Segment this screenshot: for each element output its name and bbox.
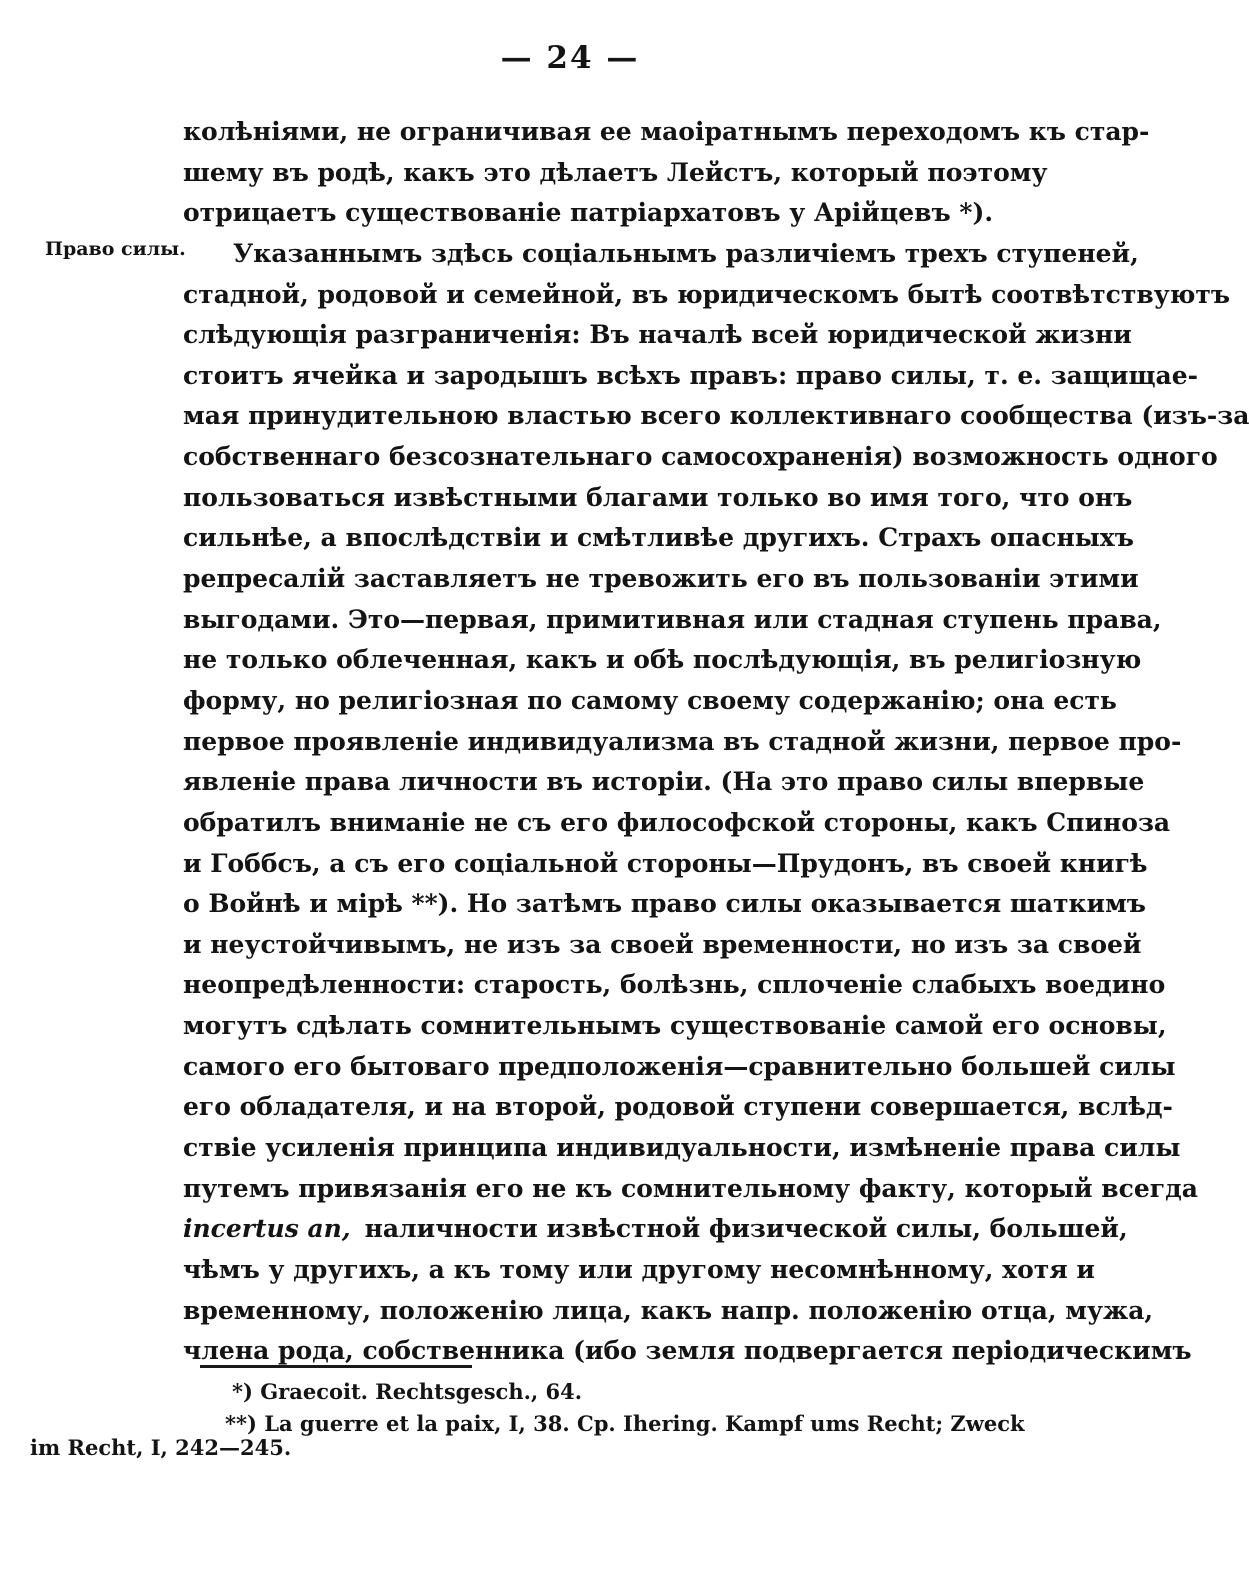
text-line: стадной, родовой и семейной, въ юридическомъ бытѣ соотвѣтствуютъ (183, 279, 1231, 309)
text-line: отрицаетъ существованіе патріархатовъ у Арійцевъ *). (183, 198, 994, 228)
text-line: неопредѣленности: старость, болѣзнь, сплоченіе слабыхъ воедино (183, 970, 1166, 1000)
footnote-2-continuation: im Recht, I, 242—245. (30, 1435, 292, 1460)
footnote-2: **) La guerre et la paix, I, 38. Ср. Ihering. Kampf ums Recht; Zweck (225, 1411, 1025, 1436)
text-line: мая принудительною властью всего коллективнаго сообщества (изъ-за (183, 401, 1249, 431)
page-number: — 24 — (500, 40, 640, 76)
margin-note: Право силы. (45, 238, 186, 260)
text-line: члена рода, собственника (ибо земля подвергается періодическимъ (183, 1336, 1192, 1366)
text-line: путемъ привязанія его не къ сомнительному факту, который всегда (183, 1173, 1198, 1203)
text-line: собственнаго безсознательнаго самосохраненія) возможность одного (183, 442, 1218, 472)
text-line: стоитъ ячейка и зародышъ всѣхъ правъ: право силы, т. е. защищае- (183, 360, 1198, 390)
text-line: могутъ сдѣлать сомнительнымъ существованіе самой его основы, (183, 1011, 1167, 1041)
text-line: не только облеченная, какъ и обѣ послѣдующія, въ религіозную (183, 645, 1142, 675)
text-line: репресалій заставляетъ не тревожить его въ пользованіи этими (183, 564, 1139, 594)
text-line: сильнѣе, а впослѣдствіи и смѣтливѣе другихъ. Страхъ опасныхъ (183, 523, 1134, 553)
text-line: и неустойчивымъ, не изъ за своей временности, но изъ за своей (183, 929, 1142, 959)
text-line: слѣдующія разграниченія: Въ началѣ всей юридической жизни (183, 320, 1132, 350)
text-line: его обладателя, и на второй, родовой ступени совершается, вслѣд- (183, 1092, 1173, 1122)
text-line: временному, положенію лица, какъ напр. положенію отца, мужа, (183, 1295, 1154, 1325)
text-line: самого его бытоваго предположенія—сравнительно большей силы (183, 1051, 1176, 1081)
text-line: обратилъ вниманіе не съ его философской стороны, какъ Спиноза (183, 807, 1171, 837)
footnotes (183, 1376, 1025, 1440)
text-line: Указаннымъ здѣсь соціальнымъ различіемъ трехъ ступеней, (233, 238, 1139, 268)
text-line-with-italic (183, 1209, 1128, 1250)
text-line: чѣмъ у другихъ, а къ тому или другому несомнѣнному, хотя и (183, 1254, 1095, 1284)
text-line: первое проявленіе индивидуализма въ стадной жизни, первое про- (183, 726, 1182, 756)
text-line: выгодами. Это—первая, примитивная или стадная ступень права, (183, 604, 1162, 634)
footnote-1: *) Graecoit. Rechtsgesch., 64. (232, 1379, 583, 1404)
text-line: ствіе усиленія принципа индивидуальности, измѣненіе права силы (183, 1133, 1181, 1163)
text-line: шему въ родѣ, какъ это дѣлаетъ Лейстъ, который поэтому (183, 157, 1048, 187)
text-line: колѣніями, не ограничивая ее маоіратнымъ переходомъ къ стар- (183, 117, 1150, 146)
text-line: о Войнѣ и мірѣ **). Но затѣмъ право силы оказывается шаткимъ (183, 889, 1146, 919)
text-line-rest: наличности извѣстной физической силы, большей, (364, 1214, 1128, 1244)
text-line: и Гоббсъ, а съ его соціальной стороны—Прудонъ, въ своей книгѣ (183, 848, 1148, 878)
body-text (183, 112, 1249, 1372)
italic-phrase: incertus an, (183, 1214, 351, 1244)
footnote-divider (200, 1365, 472, 1368)
text-line: форму, но религіозная по самому своему содержанію; она есть (183, 685, 1117, 715)
text-line: явленіе права личности въ исторіи. (На это право силы впервые (183, 767, 1145, 797)
text-line: пользоваться извѣстными благами только во имя того, что онъ (183, 482, 1133, 512)
